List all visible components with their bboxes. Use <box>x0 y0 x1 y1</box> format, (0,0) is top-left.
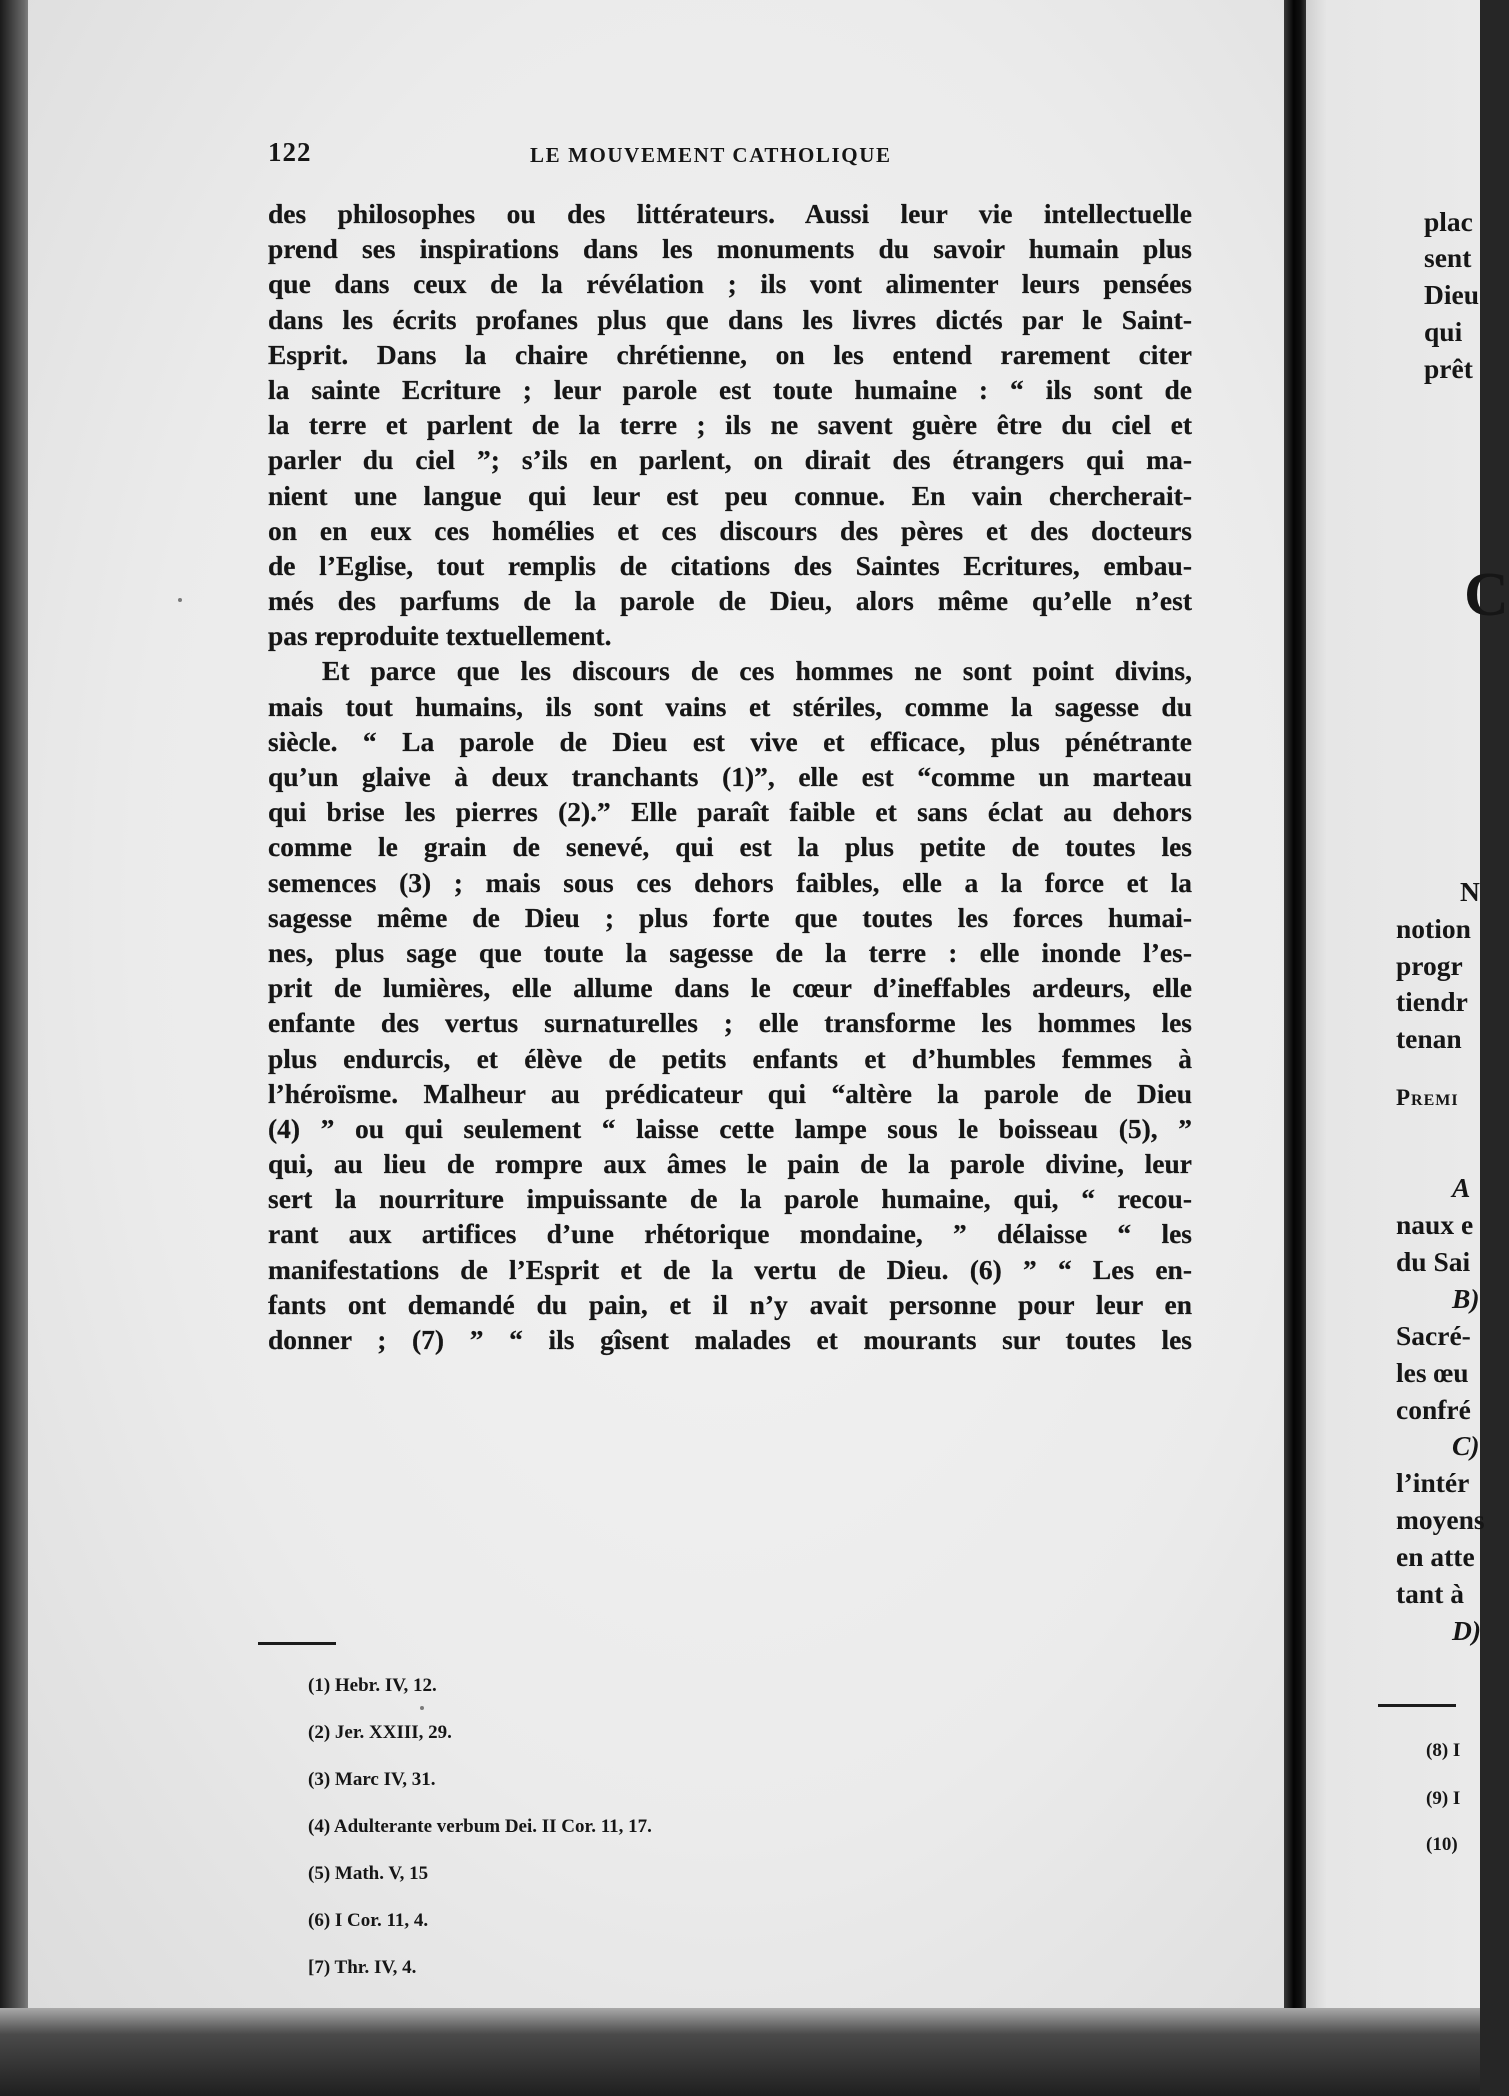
text-line: nient une langue qui leur est peu connue. En vain chercherait- <box>268 479 1192 511</box>
text-line: rant aux artifices d’une rhétorique mondaine, ” délaisse “ les <box>268 1218 1192 1250</box>
right-page-line: prêt <box>1424 353 1473 384</box>
text-line: sert la nourriture impuissante de la parole humaine, qui, “ recou- <box>268 1183 1192 1215</box>
text-line: fants ont demandé du pain, et il n’y avait personne pour leur en <box>268 1288 1192 1320</box>
text-line: Esprit. Dans la chaire chrétienne, on les entend rarement citer <box>268 338 1192 370</box>
right-page-line: Dieu <box>1424 279 1479 310</box>
right-page-line: en atte <box>1396 1541 1475 1572</box>
text-line: la sainte Ecriture ; leur parole est toute humaine : “ ils sont de <box>268 373 1192 405</box>
right-page-line: tiendr <box>1396 986 1468 1017</box>
footnote: [7) Thr. IV, 4. <box>308 1957 417 1978</box>
text-line: mais tout humains, ils sont vains et stériles, comme la sagesse du <box>268 690 1192 722</box>
running-head <box>268 137 1192 177</box>
text-line: on en eux ces homélies et ces discours des pères et des docteurs <box>268 514 1192 546</box>
text-line: més des parfums de la parole de Dieu, alors même qu’elle n’est <box>268 585 1192 617</box>
text-line: qui brise les pierres (2).” Elle paraît faible et sans éclat au dehors <box>268 796 1192 828</box>
right-page-line: confré <box>1396 1394 1471 1425</box>
right-page-section-label: Premi <box>1396 1085 1459 1110</box>
text-line: manifestations de l’Esprit et de la vertu de Dieu. (6) ” “ Les en- <box>268 1253 1192 1285</box>
text-line: parler du ciel ”; s’ils en parlent, on dirait des étrangers qui ma- <box>268 444 1192 476</box>
right-page-line: C) <box>1452 1430 1480 1461</box>
text-line: des philosophes ou des littérateurs. Aussi leur vie intellectuelle <box>268 198 1192 229</box>
right-page-line: moyens <box>1396 1504 1485 1535</box>
paper-speck <box>420 1706 424 1710</box>
right-page-heading-fragment: C <box>1464 561 1509 629</box>
text-line: semences (3) ; mais sous ces dehors faibles, elle a la force et la <box>268 866 1192 898</box>
text-line: l’héroïsme. Malheur au prédicateur qui “altère la parole de Dieu <box>268 1077 1192 1109</box>
right-page-line: Sacré- <box>1396 1320 1471 1351</box>
right-page-line: l’intér <box>1396 1467 1470 1498</box>
text-line: prit de lumières, elle allume dans le cœur d’ineffables ardeurs, elle <box>268 972 1192 1004</box>
text-line: dans les écrits profanes plus que dans les livres dictés par le Saint- <box>268 303 1192 335</box>
right-page-line: D) <box>1452 1615 1482 1646</box>
text-line: comme le grain de senevé, qui est la plus petite de toutes les <box>268 831 1192 863</box>
text-line: que dans ceux de la révélation ; ils vont alimenter leurs pensées <box>268 268 1192 300</box>
footnote: (4) Adulterante verbum Dei. II Cor. 11, 17. <box>308 1816 652 1837</box>
right-page-line: sent <box>1424 242 1472 273</box>
text-line: donner ; (7) ” “ ils gîsent malades et mourants sur toutes les <box>268 1324 1192 1355</box>
text-line: la terre et parlent de la terre ; ils ne savent guère être du ciel et <box>268 409 1192 441</box>
text-line: plus endurcis, et élève de petits enfants et d’humbles femmes à <box>268 1042 1192 1074</box>
text-line: siècle. “ La parole de Dieu est vive et efficace, plus pénétrante <box>268 725 1192 757</box>
footnote: (1) Hebr. IV, 12. <box>308 1675 437 1696</box>
text-line: Et parce que les discours de ces hommes ne sont point divins, <box>322 655 1192 687</box>
text-line: qu’un glaive à deux tranchants (1)”, elle est “comme un marteau <box>268 761 1192 792</box>
footnote: (5) Math. V, 15 <box>308 1863 429 1884</box>
right-page <box>1306 0 1509 2012</box>
right-page-footnote-rule <box>1378 1704 1456 1707</box>
footnotes <box>308 1662 1008 1991</box>
right-page-footnote: (10) <box>1426 1834 1458 1855</box>
right-page-line: progr <box>1396 950 1463 981</box>
footnote-rule <box>258 1642 336 1645</box>
right-page-line: plac <box>1424 206 1473 237</box>
book-gutter <box>1284 0 1308 2012</box>
text-line: enfante des vertus surnaturelles ; elle transforme les hommes les <box>268 1007 1192 1039</box>
text-line: pas reproduite textuellement. <box>268 620 612 652</box>
text-line: nes, plus sage que toute la sagesse de la terre : elle inonde l’es- <box>268 936 1192 968</box>
paper-speck <box>178 598 182 602</box>
right-page-footnote: (9) I <box>1426 1788 1461 1809</box>
footnote: (6) I Cor. 11, 4. <box>308 1910 429 1931</box>
right-page-line: notion <box>1396 913 1471 944</box>
body-text <box>268 196 1192 1357</box>
text-line: (4) ” ou qui seulement “ laisse cette lampe sous le boisseau (5), ” <box>268 1112 1192 1144</box>
right-page-line: les œu <box>1396 1357 1469 1388</box>
footnote: (3) Marc IV, 31. <box>308 1769 436 1790</box>
right-page-footnote: (8) I <box>1426 1740 1461 1761</box>
right-page-line: tenan <box>1396 1023 1462 1054</box>
text-line: de l’Eglise, tout remplis de citations des Saintes Ecritures, embau- <box>268 549 1192 581</box>
right-page-line: naux e <box>1396 1209 1474 1240</box>
scan-bottom-edge <box>0 2008 1480 2096</box>
right-page-line: du Sai <box>1396 1246 1471 1277</box>
right-page-line: A <box>1452 1172 1471 1203</box>
text-line: prend ses inspirations dans les monuments du savoir humain plus <box>268 233 1192 265</box>
text-line: qui, au lieu de rompre aux âmes le pain de la parole divine, leur <box>268 1148 1192 1180</box>
right-page-line: tant à <box>1396 1578 1464 1609</box>
right-page-line: B) <box>1452 1283 1480 1314</box>
footnote: (2) Jer. XXIII, 29. <box>308 1722 452 1743</box>
right-page-line: N <box>1460 876 1480 907</box>
page-number: 122 <box>268 137 312 167</box>
text-line: sagesse même de Dieu ; plus forte que toutes les forces humai- <box>268 901 1192 933</box>
right-page-line: qui <box>1424 316 1463 347</box>
running-title: LE MOUVEMENT CATHOLIQUE <box>530 143 892 167</box>
